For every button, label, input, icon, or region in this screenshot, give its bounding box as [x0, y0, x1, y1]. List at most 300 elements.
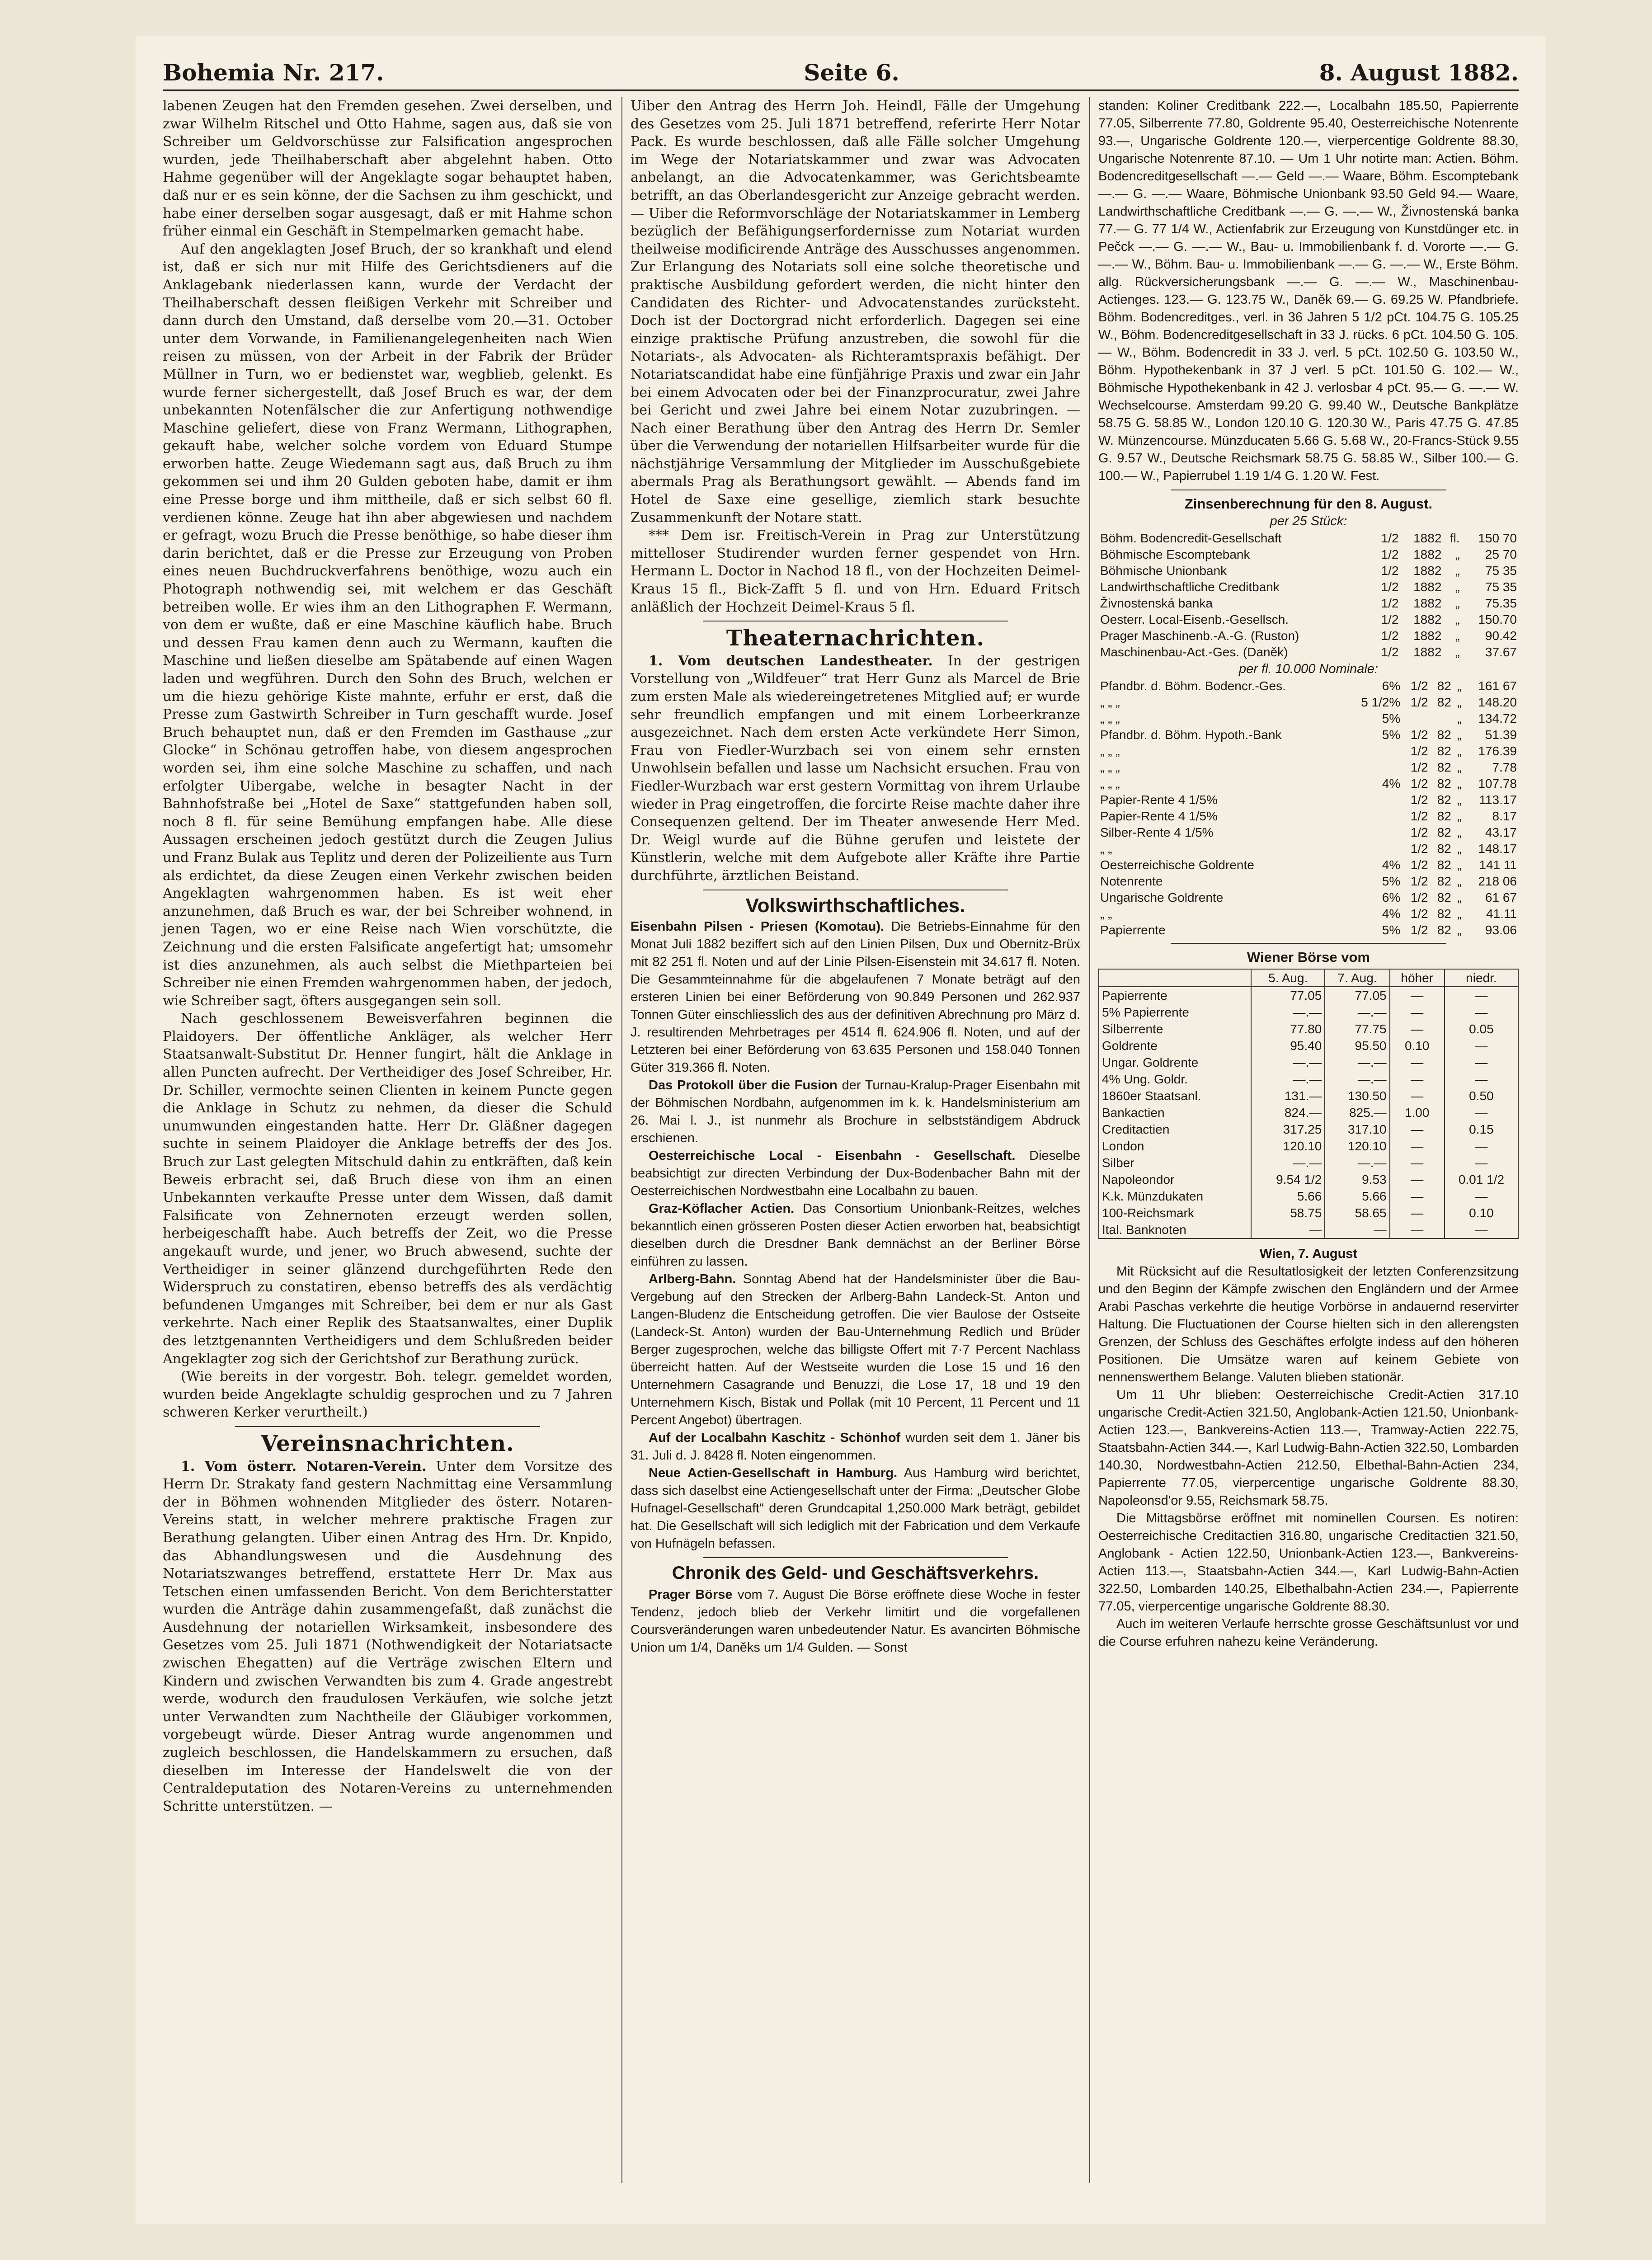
paragraph: Unter dem Vorsitze des Herrn Dr. Strakaty fand gestern Nachmittag eine Versammlung der in Böhmen wohnenden Mitglieder des österr. Notaren-Vereins statt, in welcher mehrere praktische Fragen zur Berathung gelangten. Uiber einen Antrag des Hrn. Dr. Knpido, das Abhandlungswesen und die Ausdehnung des Notariatszwanges betreffend, erstattete Herr Dr. Max aus Tetschen einen umfassenden Bericht. Von dem Berichterstatter wurden die Anträge dahin zusammengefaßt, daß zunächst die Ausdehnung der notariellen Wirksamkeit, insbesondere des Gesetzes vom 25. Juli 1871 (Nothwendigkeit der Notariatsacte zwischen Ehegatten) auf die Verträge zwischen Eltern und Kindern und zwischen Verwandten bis zum 4. Grade angestrebt werde, wodurch den fraudulosen Verkäufen, wie solche jetzt unter Verwandten zum Nachtheile der Gläubiger vorkommen, vorgebeugt würde. Dieser Antrag wurde angenommen und zugleich beschlossen, die Handelskammern zu ersuchen, daß dieselben im Interesse der Handelswelt die von der Centraldeputation des Notaren-Vereins zu unternehmenden Schritte unterstützen. — — [163, 1458, 612, 1814]
security-name: Napoleondor — [1099, 1171, 1251, 1188]
security-name: Bankactien — [1099, 1104, 1251, 1121]
paragraph: Uiber den Antrag des Herrn Joh. Heindl, Fälle der Umgehung des Gesetzes vom 25. Juli 1871 betreffend, referirte Herr Notar Pack. Es wurde beschlossen, daß alle Fälle solcher Umgehung im Wege der Notariatskammer und zwar was Advocaten anbelangt, an die Advocatenkammer, was Gerichtsbeamte betrifft, an das Oberlandesgericht zur Anzeige gebracht werden. — Uiber die Reformvorschläge der Notariatskammer in Lemberg bezüglich der Befähigungserfordernisse zum Notariat wurden theilweise modificirende Anträge des Ausschusses angenommen. Zur Erlangung des Notariats soll eine solche theoretische und praktische Ausbildung gefordert werden, die nicht hinter den Candidaten des Richter- und Advocatenstandes zurücksteht. Doch ist der Doctorgrad nicht erforderlich. Dagegen sei eine einzige praktische Prüfung anzustreben, die sowohl für die Notariats-, als Advocaten- als Richteramtspraxis befähigt. Der Notariatscandidat habe eine fünfjährige Praxis und zwar ein Jahr bei einem Advocaten oder bei der Finanzprocuratur, zwei Jahre bei Gericht und zwei Jahre bei einem Notar zuzubringen. — Nach einer Berathung über den Antrag des Herrn Dr. Semler über die Verwendung der notariellen Hilfsarbeiter wurde für die nächstjährige Versammlung der Mitglieder im Ausschußgebiete abermals Prag als Berathungsort gewählt. — Abends fand im Hotel de Saxe eine gesellige, ziemlich stark besuchte Zusammenkunft der Notare statt. — [631, 98, 1080, 526]
year: 1882 — [1413, 612, 1442, 626]
quote-value: —.— — [1251, 1071, 1325, 1088]
security-name: 5% Papierrente — [1099, 1004, 1251, 1021]
column-3 — [1098, 97, 1519, 1651]
quote-value: —.— — [1325, 1004, 1389, 1021]
quote-value: —.— — [1251, 1054, 1325, 1071]
currency-mark: „ — [1455, 564, 1460, 578]
quote-value: 9.54 1/2 — [1251, 1171, 1325, 1188]
fraction: 1/2 — [1410, 760, 1428, 774]
interest-value: 75.35 — [1485, 596, 1517, 610]
interest-value: 148.17 — [1478, 842, 1517, 856]
column-header: 5. Aug. — [1251, 969, 1325, 987]
paragraph: Auf den angeklagten Josef Bruch, der so krankhaft und elend ist, daß er sich nur mit Hilfe des Gerichtsdieners auf die Anklagebank niederlassen kann, wurde der Verdacht der Theilhaberschaft dessen fleißigen Verkehr mit Schreiber und dann durch den Umstand, daß derselbe vom 20.—31. October unter dem Vorwande, in Familienangelegenheiten nach Wien reisen zu müssen, von der Arbeit in der Fabrik der Brüder Müllner in Turn, wo er bedienstet war, wegblieb, gelenkt. Es wurde ferner sichergestellt, daß Josef Bruch es war, der dem unbekannten Notenfälscher die zur Anfertigung nothwendige Maschine geliefert, diese von Franz Wermann, Lithographen, gekauft habe, welcher solche vordem von Eduard Stumpe erworben hatte. Zeuge Wiedemann sagt aus, daß Bruch zu ihm gekommen sei und ihm 20 Gulden geboten habe, damit er ihm eine Presse borge und ihm mittheile, daß er sich selbst 60 fl. verdienen könne. Zeuge hat ihn aber abgewiesen und nachdem er gefragt, wozu Bruch die Presse benöthige, so habe dieser ihm darin berichtet, daß er die Presse zur Erzeugung von Proben eines neuen Buchdruckverfahrens benöthige, wozu auch ein Photograph nothwendig sei, mit welchem er das Geschäft betreiben wolle. Er wies ihm an den Lithographen F. Wermann, von dem er wußte, daß er eine Maschine käuflich habe. Bruch und dessen Frau kamen denn auch zu Wermann, kauften die Maschine und ließen dieselbe am Spätabende auf einen Wagen laden und wegführen. Durch den Sohn des Bruch, welchen er um die hiezu gehörige Kiste mahnte, erfuhr er erst, daß die Presse zum Gastwirth Schreiber in Turn geschafft wurde. Josef Bruch behauptet nun, daß er den Fremden im Gasthause „zur Glocke“ in Schönau getroffen habe, von diesem angesprochen worden sei, ihm eine solche Maschine zu schaffen, und nach erfolgter Uibergabe, welche in besagter Nacht in der Bahnhofstraße bei „Hotel de Saxe“ stattgefunden haben soll, noch 8 fl. für seine Bemühung empfangen habe. Alle diese Aussagen erscheinen jedoch gestützt durch die Zeugen Julius und Franz Bulak aus Teplitz und deren der Polizeiliente aus Turn als erdichtet, da diese Zeugen einen Verkehr zwischen beiden Angeklagten wahrgenommen haben. Es ist weit eher anzunehmen, daß Bruch es war, der bei Schreiber wohnend, in jenen Tagen, wo er eine Reise nach Wien vorschützte, die Zeichnung und die ersten Falsificate angefertigt hat; umsomehr ist dies anzunehmen, als auch selbst die Miethparteien bei Schreiber nie einen Fremden wahrgenommen haben, der jedoch, wie Schreiber sagt, öfters ausgegangen sein soll. — [163, 241, 612, 1009]
currency-mark: „ — [1455, 596, 1460, 610]
security-name: Oesterreichische Goldrente — [1100, 858, 1254, 872]
interest-value: 141 11 — [1479, 858, 1517, 872]
interest-value: 93.06 — [1485, 923, 1517, 937]
table-row — [1098, 922, 1519, 938]
table-row — [1098, 612, 1519, 628]
year — [1430, 711, 1453, 727]
quote-value: — — [1390, 1121, 1445, 1138]
year: 82 — [1437, 679, 1451, 693]
quote-value: — — [1445, 1071, 1518, 1088]
interest-table-nominal — [1098, 678, 1519, 938]
quote-value: — — [1390, 1171, 1445, 1188]
quote-value: 58.65 — [1325, 1205, 1389, 1221]
column-1 — [163, 97, 612, 1815]
year: 82 — [1437, 825, 1451, 839]
article-title: Auf der Localbahn Kaschitz - Schönhof — [649, 1431, 901, 1445]
currency-mark: „ — [1455, 645, 1460, 659]
fraction: 1/2 — [1381, 580, 1399, 594]
fraction: 1/2 — [1381, 547, 1399, 561]
currency-mark: „ — [1455, 612, 1460, 626]
currency-mark: „ — [1457, 842, 1462, 856]
quote-value: 120.10 — [1325, 1138, 1389, 1154]
exchange-table — [1098, 969, 1519, 1239]
year: 1882 — [1413, 580, 1442, 594]
article-text: Das Consortium Unionbank-Reitzes, welches bekanntlich einen grösseren Posten dieser Actien erworben hat, beabsichtigt dieselben durch die Dresdner Bank demnächst an der Berliner Börse einführen zu lassen. — [631, 1201, 1080, 1269]
year: 82 — [1437, 874, 1451, 888]
quote-value: — — [1390, 1071, 1445, 1088]
interest-value: 8.17 — [1492, 809, 1517, 823]
currency-mark: „ — [1457, 760, 1462, 774]
article-text: der Turnau-Kralup-Prager Eisenbahn mit der Böhmischen Nordbahn, aufgenommen im k. k. Handelsministerium am 26. Mai l. J., ist nunmehr als Brochure in selbstständigem Abdruck erschienen. — [631, 1078, 1080, 1146]
quote-value: — — [1445, 1037, 1518, 1054]
quote-value: —.— — [1251, 1004, 1325, 1021]
quote-value: — — [1445, 1188, 1518, 1205]
year: 1882 — [1413, 531, 1442, 545]
security-name: „ „ „ — [1100, 695, 1120, 709]
security-name: Landwirthschaftliche Creditbank — [1100, 580, 1280, 594]
table-row — [1099, 1154, 1518, 1171]
currency-mark: „ — [1457, 679, 1462, 693]
paragraph: Um 11 Uhr blieben: Oesterreichische Credit-Actien 317.10 ungarische Credit-Actien 321.50, Anglobank-Actien 121.50, Unionbank-Actien 123.—, Bankvereins-Actien 113.—, Tramway-Actien 222.75, Staatsbahn-Actien 344.—, Karl Ludwig-Bahn-Actien 322.50, Lombarden 140.30, Nordwestbahn-Actien 212.50, Elbethal-Bahn-Actien 234, Papierrente 77.05, vierpercentige ungarische Goldrente 88.30, Napoleonsd'or 9.55, Reichsmark 58.75. — [1098, 1388, 1519, 1508]
interest-value: 75 35 — [1485, 580, 1517, 594]
table-row — [1098, 906, 1519, 922]
quote-value: 0.10 — [1445, 1205, 1518, 1221]
paragraph: Nach geschlossenem Beweisverfahren beginnen die Plaidoyers. Der öffentliche Ankläger, als welcher Herr Staatsanwalt-Substitut Dr. Henner fungirt, hält die Anklage in allen Puncten aufrecht. Der Vertheidiger des Josef Schreiber, Hr. Dr. Schiller, vermochte seinen Clienten in keinem Puncte gegen die Anklage in Schutz zu nehmen, da dieser die Schuld unumwunden eingestanden hatte. Herr Dr. Gläßner dagegen suchte in seinem Plaidoyer die Anklage betreffs der des Jos. Bruch zur Last gelegten Mitschuld dahin zu entkräften, daß kein Beweis erbracht sei, daß Bruch diese von ihm an einen Unbekannten verkaufte Presse unter dem Wissen, daß damit Falsificate von Zehnernoten erzeugt werden sollen, herbeigeschafft habe. Auch betreffs der Zeit, wo die Presse angekauft wurde, und jener, wo Bruch abwesend, suchte der Vertheidiger in seiner glänzend durchgeführten Rede den Widerspruch zu constatiren, ebenso betreffs des als verdächtig befundenen Umganges mit Schreiber, bei dem er nur als Gast verkehrte. Nach einer Replik des Staatsanwaltes, einer Duplik des letztgenannten Vertheidigers und dem Schlußreden beider Angeklagter zog sich der Gerichtshof zur Berathung zurück. — [163, 1011, 612, 1367]
interest-value: 41.11 — [1486, 907, 1517, 921]
currency-mark: „ — [1457, 777, 1462, 791]
paragraph: *** Dem isr. Freitisch-Verein in Prag zur Unterstützung mittelloser Studirender wurden ferner gespendet von Hrn. Hermann L. Doctor in Nachod 18 fl., von der Hochzeiten Deimel-Kraus 15 fl., Bick-Zafft 5 fl. und von Hrn. Eduard Fritsch anläßlich der Hochzeit Deimel-Kraus 5 fl. — [631, 527, 1080, 615]
section-rule — [703, 1557, 1008, 1558]
percent: 5% — [1382, 874, 1401, 888]
quote-value: — — [1390, 1054, 1445, 1071]
percent: 4% — [1382, 858, 1401, 872]
subheading: 1. Vom deutschen Landestheater. — [649, 653, 933, 669]
table-row — [1099, 1121, 1518, 1138]
percent: 4% — [1382, 907, 1401, 921]
interest-value: 25 70 — [1485, 547, 1517, 561]
currency-mark: „ — [1457, 809, 1462, 823]
subheading: per fl. 10.000 Nominale: — [1239, 662, 1378, 676]
section-heading-chronik: Chronik des Geld- und Geschäftsverkehrs. — [672, 1563, 1039, 1583]
quote-value: 130.50 — [1325, 1088, 1389, 1104]
table-row — [1098, 628, 1519, 644]
currency-mark: „ — [1457, 695, 1462, 709]
year: 82 — [1437, 760, 1451, 774]
quote-value: 0.50 — [1445, 1088, 1518, 1104]
quote-value: 5.66 — [1251, 1188, 1325, 1205]
percent: 4% — [1382, 777, 1401, 791]
year: 82 — [1437, 907, 1451, 921]
percent: 5% — [1382, 728, 1401, 742]
quote-value: 58.75 — [1251, 1205, 1325, 1221]
table-row — [1098, 727, 1519, 743]
security-name: Böhmische Escomptebank — [1100, 547, 1250, 561]
fraction: 1/2 — [1410, 728, 1428, 742]
security-name: Maschinenbau-Act.-Ges. (Daněk) — [1100, 645, 1288, 659]
table-row — [1098, 530, 1519, 546]
security-name: Živnostenská banka — [1100, 596, 1213, 610]
quote-value: 1.00 — [1390, 1104, 1445, 1121]
newspaper-page — [136, 36, 1546, 2224]
interest-value: 37.67 — [1485, 645, 1517, 659]
percent — [1346, 824, 1402, 841]
paragraph: In der gestrigen Vorstellung von „Wildfeuer“ trat Herr Gunz als Marcel de Brie zum ersten Male als wiedereingetretenes Mitglied auf; er wurde sehr freundlich empfangen und mit einem Lorbeerkranze ausgezeichnet. Nach dem ersten Acte verkündete Herr Simon, Frau von Fiedler-Wurzbach sei von einem sehr ernsten Unwohlsein befallen und lasse um Nachsicht ersuchen. Frau von Fiedler-Wurzbach war erst gestern Vormittag von ihrem Urlaube wieder in Prag eingetroffen, die forcirte Reise machte daher ihre Consequenzen geltend. Der im Theater anwesende Herr Med. Dr. Weigl wurde auf die Bühne gerufen und leistete der Künstlerin, welche mit dem Aufgebote aller Kräfte ihre Partie durchführte, ärztlichen Beistand. — [631, 653, 1080, 884]
table-row — [1098, 694, 1519, 711]
fraction: 1/2 — [1410, 842, 1428, 856]
section-rule — [235, 1426, 540, 1427]
header-rule — [163, 89, 1519, 91]
quote-value: 9.53 — [1325, 1171, 1389, 1188]
table-row — [1098, 743, 1519, 759]
interest-value: 90.42 — [1485, 629, 1517, 643]
currency-mark: „ — [1457, 744, 1462, 758]
security-name: Goldrente — [1099, 1037, 1251, 1054]
currency-mark: „ — [1455, 629, 1460, 643]
quote-value: 0.15 — [1445, 1121, 1518, 1138]
section-heading-vereinsnachrichten: Vereinsnachrichten. — [261, 1431, 514, 1456]
interest-value: 51.39 — [1485, 728, 1517, 742]
security-name: Silber-Rente 4 1/5% — [1100, 825, 1214, 839]
year: 82 — [1437, 923, 1451, 937]
year: 1882 — [1413, 596, 1442, 610]
article-title: Das Protokoll über die Fusion — [649, 1078, 838, 1093]
percent — [1346, 759, 1402, 776]
column-header — [1099, 969, 1251, 987]
table-row — [1099, 987, 1518, 1004]
fraction: 1/2 — [1381, 564, 1399, 578]
fraction: 1/2 — [1410, 825, 1428, 839]
article-text: Aus Hamburg wird berichtet, dass sich daselbst eine Actiengesellschaft unter der Firma: „Deutscher Globe Hufnagel-Gesellschaft“ deren Grundcapital 1,250.000 Mark beträgt, gebildet hat. Die Gesellschaft will sich lediglich mit der Fabrication und dem Verkaufe von Hufnägeln befassen. — [631, 1466, 1080, 1551]
paragraph: Mit Rücksicht auf die Resultatlosigkeit der letzten Conferenzsitzung und den Beginn der Kämpfe zwischen den Engländern und der Armee Arabi Paschas verkehrte die heutige Vorbörse in andauernd reservirter Haltung. Die Fluctuationen der Course hielten sich in den allerengsten Grenzen, der Schluss des Geschäftes erfolgte indess auf den höheren Positionen. Die Umsätze waren auf keinem Gebiete von nennenswerthem Belange. Valuten blieben stationär. — [1098, 1264, 1519, 1384]
fraction: 1/2 — [1381, 596, 1399, 610]
quote-value: 120.10 — [1251, 1138, 1325, 1154]
quote-value: — — [1445, 1104, 1518, 1121]
interest-value: 148.20 — [1478, 695, 1517, 709]
fraction: 1/2 — [1410, 679, 1428, 693]
quote-value: — — [1445, 1138, 1518, 1154]
interest-value: 107.78 — [1478, 777, 1517, 791]
percent: 5% — [1382, 923, 1401, 937]
year: 82 — [1437, 793, 1451, 807]
security-name: London — [1099, 1138, 1251, 1154]
quote-value: 77.05 — [1325, 987, 1389, 1004]
security-name: „ „ „ — [1100, 760, 1120, 774]
quote-value: — — [1251, 1221, 1325, 1238]
article-text: wurden seit dem 1. Jäner bis 31. Juli d. J. 8428 fl. Noten eingenommen. — [631, 1431, 1081, 1463]
quote-value: — — [1390, 1138, 1445, 1154]
quote-value: 0.10 — [1390, 1037, 1445, 1054]
table-row — [1099, 1071, 1518, 1088]
column-divider — [1089, 97, 1090, 2183]
quote-value: — — [1390, 1188, 1445, 1205]
security-name: Papierrente — [1099, 987, 1251, 1004]
currency-mark: „ — [1457, 728, 1462, 742]
security-name: 100-Reichsmark — [1099, 1205, 1251, 1221]
currency-mark: „ — [1457, 890, 1462, 904]
article-title: Oesterreichische Local - Eisenbahn - Gesellschaft. — [649, 1149, 1016, 1163]
table-row — [1099, 1188, 1518, 1205]
fraction: 1/2 — [1410, 777, 1428, 791]
security-name: „ „ „ — [1100, 744, 1120, 758]
interest-value: 61 67 — [1485, 890, 1517, 904]
quote-value: 0.01 1/2 — [1445, 1171, 1518, 1188]
article-title: Neue Actien-Gesellschaft in Hamburg. — [649, 1466, 898, 1481]
interest-value: 150 70 — [1478, 531, 1517, 545]
fraction: 1/2 — [1381, 612, 1399, 626]
interest-value: 161 67 — [1478, 679, 1517, 693]
article-text: vom 7. August Die Börse eröffnete diese Woche in fester Tendenz, jedoch blieb der Verkehr limitirt und die vorgefallenen Coursveränderungen waren unbedeutender Natur. Es avancirten Böhmische Union um 1/4, Daněks um 1/4 Gulden. — Sonst — [631, 1587, 1080, 1655]
currency-mark: „ — [1457, 923, 1462, 937]
security-name: Ungar. Goldrente — [1099, 1054, 1251, 1071]
table-row — [1098, 711, 1519, 727]
table-row — [1099, 1004, 1518, 1021]
table-row — [1098, 595, 1519, 612]
currency-mark: „ — [1457, 825, 1462, 839]
table-row — [1099, 1221, 1518, 1238]
security-name: 1860er Staatsanl. — [1099, 1088, 1251, 1104]
interest-value: 75 35 — [1485, 564, 1517, 578]
security-name: Silberrente — [1099, 1021, 1251, 1037]
quote-value: — — [1390, 1154, 1445, 1171]
quote-value: 825.— — [1325, 1104, 1389, 1121]
article-title: Prager Börse — [649, 1587, 733, 1602]
table-row — [1099, 1054, 1518, 1071]
percent — [1346, 808, 1402, 824]
section-heading-zinsenberechnung: Zinsenberechnung für den 8. August. — [1184, 496, 1433, 512]
year: 1882 — [1413, 645, 1442, 659]
year: 82 — [1437, 809, 1451, 823]
quote-value: —.— — [1325, 1054, 1389, 1071]
table-row — [1098, 776, 1519, 792]
article-title: Graz-Köflacher Actien. — [649, 1201, 795, 1216]
table-row — [1098, 579, 1519, 595]
security-name: K.k. Münzdukaten — [1099, 1188, 1251, 1205]
fraction: 1/2 — [1410, 793, 1428, 807]
security-name: Prager Maschinenb.-A.-G. (Ruston) — [1100, 629, 1299, 643]
quote-value: — — [1390, 1088, 1445, 1104]
header-title: Bohemia Nr. 217. — [163, 59, 384, 86]
header-date: 8. August 1882. — [1319, 59, 1519, 86]
security-name: Papier-Rente 4 1/5% — [1100, 809, 1218, 823]
interest-table — [1098, 530, 1519, 660]
fraction: 1/2 — [1410, 695, 1428, 709]
quote-value: 317.25 — [1251, 1121, 1325, 1138]
table-header-row — [1099, 969, 1518, 987]
currency-mark: „ — [1457, 874, 1462, 888]
table-row — [1098, 644, 1519, 660]
paragraph: Auch im weiteren Verlaufe herrschte grosse Geschäftsunlust vor und die Course erfuhren nahezu keine Veränderung. — [1098, 1617, 1519, 1649]
security-name: Pfandbr. d. Böhm. Bodencr.-Ges. — [1100, 679, 1286, 693]
year: 82 — [1437, 728, 1451, 742]
year: 82 — [1437, 858, 1451, 872]
quote-value: 77.80 — [1251, 1021, 1325, 1037]
table-row — [1099, 1138, 1518, 1154]
table-row — [1098, 546, 1519, 563]
security-name: Papier-Rente 4 1/5% — [1100, 793, 1218, 807]
quote-value: 824.— — [1251, 1104, 1325, 1121]
quote-value: — — [1390, 1221, 1445, 1238]
interest-value: 150.70 — [1478, 612, 1517, 626]
fraction — [1402, 711, 1430, 727]
table-row — [1098, 759, 1519, 776]
quote-value: 0.05 — [1445, 1021, 1518, 1037]
table-row — [1098, 873, 1519, 890]
percent: 5 1/2% — [1361, 695, 1401, 709]
year: 1882 — [1413, 629, 1442, 643]
security-name: Notenrente — [1100, 874, 1163, 888]
table-row — [1098, 857, 1519, 873]
percent — [1346, 792, 1402, 808]
table-row — [1098, 824, 1519, 841]
security-name: Ungarische Goldrente — [1100, 890, 1224, 904]
year: 82 — [1437, 842, 1451, 856]
percent: 6% — [1382, 679, 1401, 693]
percent: 6% — [1382, 890, 1401, 904]
table-row — [1099, 1021, 1518, 1037]
interest-value: 218 06 — [1478, 874, 1517, 888]
section-heading-theaternachrichten: Theaternachrichten. — [726, 626, 985, 651]
section-rule — [703, 621, 1008, 622]
table-row — [1099, 1037, 1518, 1054]
security-name: „ „ — [1100, 907, 1112, 921]
page-header — [163, 50, 1519, 86]
section-rule — [1171, 943, 1446, 944]
table-row — [1098, 808, 1519, 824]
quote-value: — — [1390, 1205, 1445, 1221]
fraction: 1/2 — [1410, 874, 1428, 888]
column-header: niedr. — [1445, 969, 1518, 987]
interest-value: 43.17 — [1485, 825, 1517, 839]
quote-value: 77.75 — [1325, 1021, 1389, 1037]
quote-value: 5.66 — [1325, 1188, 1389, 1205]
quote-value: 317.10 — [1325, 1121, 1389, 1138]
table-row — [1099, 1205, 1518, 1221]
article-title: Eisenbahn Pilsen - Priesen (Komotau). — [631, 919, 885, 934]
security-name: 4% Ung. Goldr. — [1099, 1071, 1251, 1088]
table-row — [1098, 792, 1519, 808]
security-name: Papierrente — [1100, 923, 1166, 937]
security-name: Böhmische Unionbank — [1100, 564, 1227, 578]
table-row — [1099, 1104, 1518, 1121]
currency-mark: „ — [1457, 793, 1462, 807]
paragraph: (Wie bereits in der vorgestr. Boh. telegr. gemeldet worden, wurden beide Angeklagte schuldig gesprochen und zu 7 Jahren schweren Kerker verurtheilt.) — [163, 1369, 612, 1421]
security-name: Böhm. Bodencredit-Gesellschaft — [1100, 531, 1282, 545]
fraction: 1/2 — [1410, 923, 1428, 937]
article-text: Sonntag Abend hat der Handelsminister über die Bau-Vergebung auf den Strecken der Arlberg-Bahn Landeck-St. Anton und Langen-Bludenz die Entscheidung getroffen. Die vier Baulose der Ostseite (Landeck-St. Anton) wurden der Bau-Unternehmung Redlich und Brüder Berger zugesprochen, welche das billigste Offert mit 7·7 Percent Nachlass überreicht hatten. Auf der Westseite wurden die Lose 15 und 16 den Unternehmern Casagrande und Benuzzi, die Lose 17, 18 und 19 den Unternehmern Kisch, Bistak und Pollak (mit 10 Percent, 11 Percent und 11 Percent Angebot) übertragen. — [631, 1272, 1080, 1428]
quote-value: 95.50 — [1325, 1037, 1389, 1054]
currency-mark: „ — [1457, 711, 1462, 725]
fraction: 1/2 — [1381, 629, 1399, 643]
quote-value: —.— — [1325, 1154, 1389, 1171]
security-name: Ital. Banknoten — [1099, 1221, 1251, 1238]
quote-value: — — [1445, 1054, 1518, 1071]
quote-value: — — [1390, 1021, 1445, 1037]
quote-value: — — [1445, 987, 1518, 1004]
quote-value: 131.— — [1251, 1088, 1325, 1104]
table-row — [1098, 563, 1519, 579]
security-name: Silber — [1099, 1154, 1251, 1171]
currency-mark: „ — [1457, 858, 1462, 872]
subheading: 1. Vom österr. Notaren-Verein. — [181, 1458, 427, 1474]
column-header: 7. Aug. — [1325, 969, 1389, 987]
table-row — [1099, 1171, 1518, 1188]
quote-value: — — [1390, 1004, 1445, 1021]
currency-mark: fl. — [1450, 531, 1460, 545]
quote-value: 95.40 — [1251, 1037, 1325, 1054]
security-name: „ „ „ — [1100, 711, 1120, 725]
article-text: Dieselbe beabsichtigt zur directen Verbindung der Dux-Bodenbacher Bahn mit der Oesterreichischen Nordwestbahn eine Localbahn zu bauen. — [631, 1149, 1080, 1199]
quote-value: —.— — [1325, 1071, 1389, 1088]
quote-value: 77.05 — [1251, 987, 1325, 1004]
table-row — [1099, 1088, 1518, 1104]
currency-mark: „ — [1455, 580, 1460, 594]
security-name: Pfandbr. d. Böhm. Hypoth.-Bank — [1100, 728, 1282, 742]
fraction: 1/2 — [1410, 907, 1428, 921]
quote-value: — — [1445, 1004, 1518, 1021]
currency-mark: „ — [1455, 547, 1460, 561]
year: 1882 — [1413, 564, 1442, 578]
table-row — [1098, 678, 1519, 694]
quote-value: — — [1390, 987, 1445, 1004]
quote-value: — — [1445, 1154, 1518, 1171]
interest-value: 134.72 — [1478, 711, 1517, 725]
table-row — [1098, 841, 1519, 857]
percent — [1346, 841, 1402, 857]
quote-value: —.— — [1251, 1154, 1325, 1171]
paragraph: labenen Zeugen hat den Fremden gesehen. Zwei derselben, und zwar Wilhelm Ritschel und Otto Hahme, sagen aus, daß sie von Schreiber um Geldvorschüsse zur Falsification angesprochen wurden, jede Theilhaberschaft aber abgelehnt haben. Otto Hahme gegenüber will der Angeklagte sogar behauptet haben, daß nur er es sein könne, der die Sachsen zu ihm geschickt, und habe einer derselben sogar ausgesagt, daß er mit Hahme schon früher einmal ein Geschäft in Stempelmarken gemacht habe. — [163, 98, 612, 240]
section-heading-volkswirthschaftliches: Volkswirthschaftliches. — [745, 894, 965, 917]
percent: 5% — [1382, 711, 1401, 725]
fraction: 1/2 — [1381, 645, 1399, 659]
fraction: 1/2 — [1410, 890, 1428, 904]
paragraph: standen: Koliner Creditbank 222.—, Localbahn 185.50, Papierrente 77.05, Silberrente 77.80, Goldrente 95.40, Oesterreichische Notenrente 93.—, Ungarische Goldrente 120.—, vierpercentige Goldrente 88.30, Ungarische Notenrente 87.10. — Um 1 Uhr notirte man: Actien. Böhm. Bodencreditgesellschaft —.— Geld —.— Waare, Böhm. Escomptebank —.— G. —.— Waare, Böhmische Unionbank 93.50 Geld 94.— Waare, Landwirthschaftliche Creditbank —.— G. —.— W., Živnostenská banka 77.— G. 77 1/4 W., Actienfabrik zur Erzeugung von Kunstdünger etc. in Pečck —.— G. —.— W., Bau- u. Immobilienbank f. d. Vororte —.— G. —.— W., Böhm. Bau- u. Immobilienbank —.— G. —.— W., Erste Böhm. allg. Rückversicherungsbank —.— G. —.— W., Maschinenbau-Actienges. 123.— G. 123.75 W., Daněk 69.— G. 69.25 W. Pfandbriefe. Böhm. Bodencreditges., verl. in 36 Jahren 5 1/2 pCt. 104.75 G. 105.25 W., Böhm. Bodencreditgesellschaft in 33 J. rücks. 6 pCt. 104.50 G. 105.— W., Böhm. Bodencredit in 33 J. verl. 5 pCt. 102.50 G. 103.50 W., Böhm. Hypothekenbank in 37 J verl. 5 pCt. 101.50 G. 102.— W., Böhmische Hypothekenbank in 42 J. verlosbar 4 pCt. 95.— G. —.— W. Wechselcourse. Amsterdam 99.20 G. 99.40 W., Deutsche Bankplätze 58.75 G. 58.85 W., London 120.10 G. 120.30 W., Paris 47.75 G. 47.85 W. Münzencourse. Münzducaten 5.66 G. 5.68 W., 20-Francs-Stück 9.55 G. 9.57 W., Deutsche Reichsmark 58.75 G. 58.85 W., Silber 100.— G. 100.— W., Papierrubel 1.19 1/4 G. 1.20 W. Fest. — [1098, 99, 1519, 483]
fraction: 1/2 — [1410, 809, 1428, 823]
paragraph: Die Mittagsbörse eröffnet mit nominellen Coursen. Es notiren: Oesterreichische Creditactien 316.80, ungarische Creditactien 321.50, Anglobank - Actien 122.50, Unionbank-Actien 123.—, Bankvereins-Actien 113.—, Staatsbahn-Actien 344.—, Karl Ludwig-Bahn-Actien 322.50, Lombarden 140.25, Elbethalbahn-Actien 234.—, Papierrente 77.05, vierpercentige ungarische Goldrente 88.30. — [1098, 1511, 1519, 1614]
security-name: „ „ „ — [1100, 777, 1120, 791]
column-divider — [621, 97, 622, 2183]
subheading: Wien, 7. August — [1259, 1247, 1358, 1261]
header-page-number: Seite 6. — [804, 59, 899, 86]
security-name: „ „ — [1100, 842, 1112, 856]
percent — [1346, 743, 1402, 759]
quote-value: — — [1325, 1221, 1389, 1238]
article-title: Arlberg-Bahn. — [649, 1272, 736, 1287]
fraction: 1/2 — [1410, 744, 1428, 758]
year: 82 — [1437, 744, 1451, 758]
year: 82 — [1437, 777, 1451, 791]
column-2 — [631, 97, 1080, 1657]
year: 82 — [1437, 695, 1451, 709]
currency-mark: „ — [1457, 907, 1462, 921]
table-row — [1098, 890, 1519, 906]
